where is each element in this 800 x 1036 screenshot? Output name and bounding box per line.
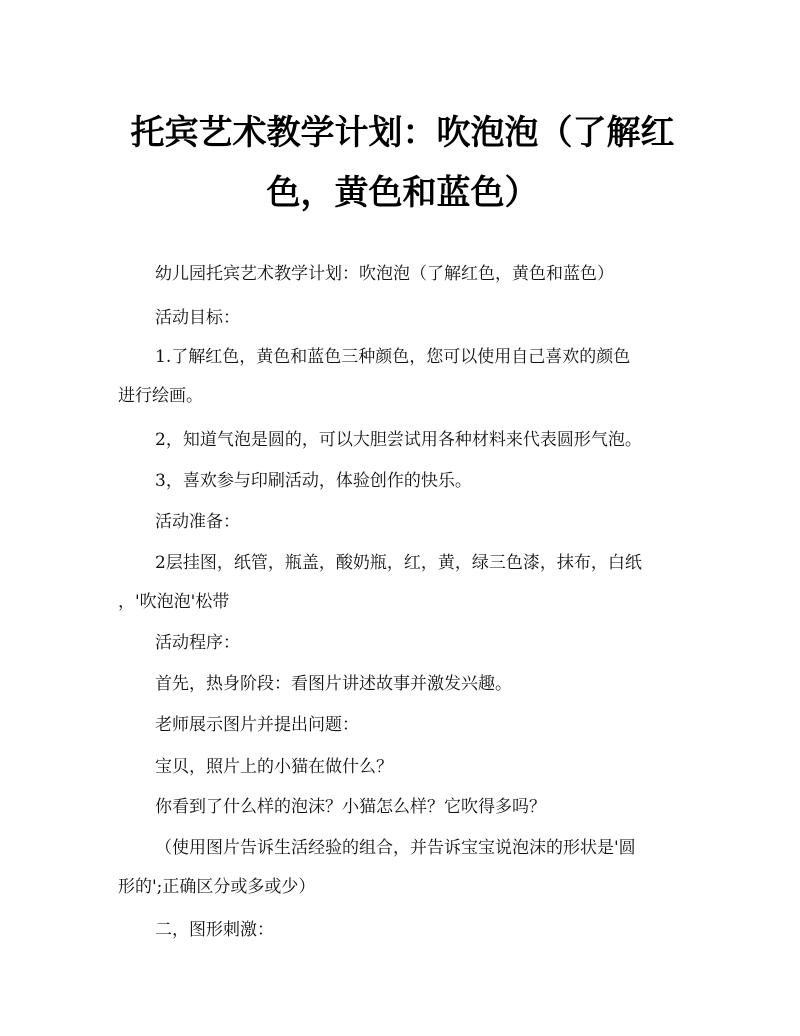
question-2: 你看到了什么样的泡沫？小猫怎么样？它吹得多吗？ [155,797,546,817]
goal-1-line-2: 进行绘画。 [118,386,203,406]
goal-2: 2，知道气泡是圆的，可以大胆尝试用各种材料来代表圆形气泡。 [155,430,642,450]
goals-heading: 活动目标： [155,308,240,328]
goal-1-line-1: 1.了解红色，黄色和蓝色三种颜色，您可以使用自己喜欢的颜色 [155,347,631,367]
intro-line: 幼儿园托宾艺术教学计划：吹泡泡（了解红色，黄色和蓝色） [155,264,614,284]
teacher-questions: 老师展示图片并提出问题： [155,715,359,735]
prep-heading: 活动准备： [155,512,240,532]
note-line-2: 形的';正确区分或多或少） [118,877,316,897]
goal-3: 3，喜欢参与印刷活动，体验创作的快乐。 [155,471,472,491]
step-2-heading: 二，图形刺激： [155,920,274,940]
note-line-1: （使用图片告诉生活经验的组合，并告诉宝宝说泡沫的形状是'圆 [155,838,636,858]
prep-line-2: ，'吹泡泡'松带 [118,592,230,612]
prep-line-1: 2层挂图，纸管，瓶盖，酸奶瓶，红，黄，绿三色漆，抹布，白纸 [155,553,642,573]
procedure-heading: 活动程序： [155,633,240,653]
step-1: 首先，热身阶段：看图片讲述故事并激发兴趣。 [155,674,512,694]
question-1: 宝贝，照片上的小猫在做什么？ [155,757,393,777]
document-title: 托宾艺术教学计划：吹泡泡（了解红色，黄色和蓝色） [130,113,675,213]
